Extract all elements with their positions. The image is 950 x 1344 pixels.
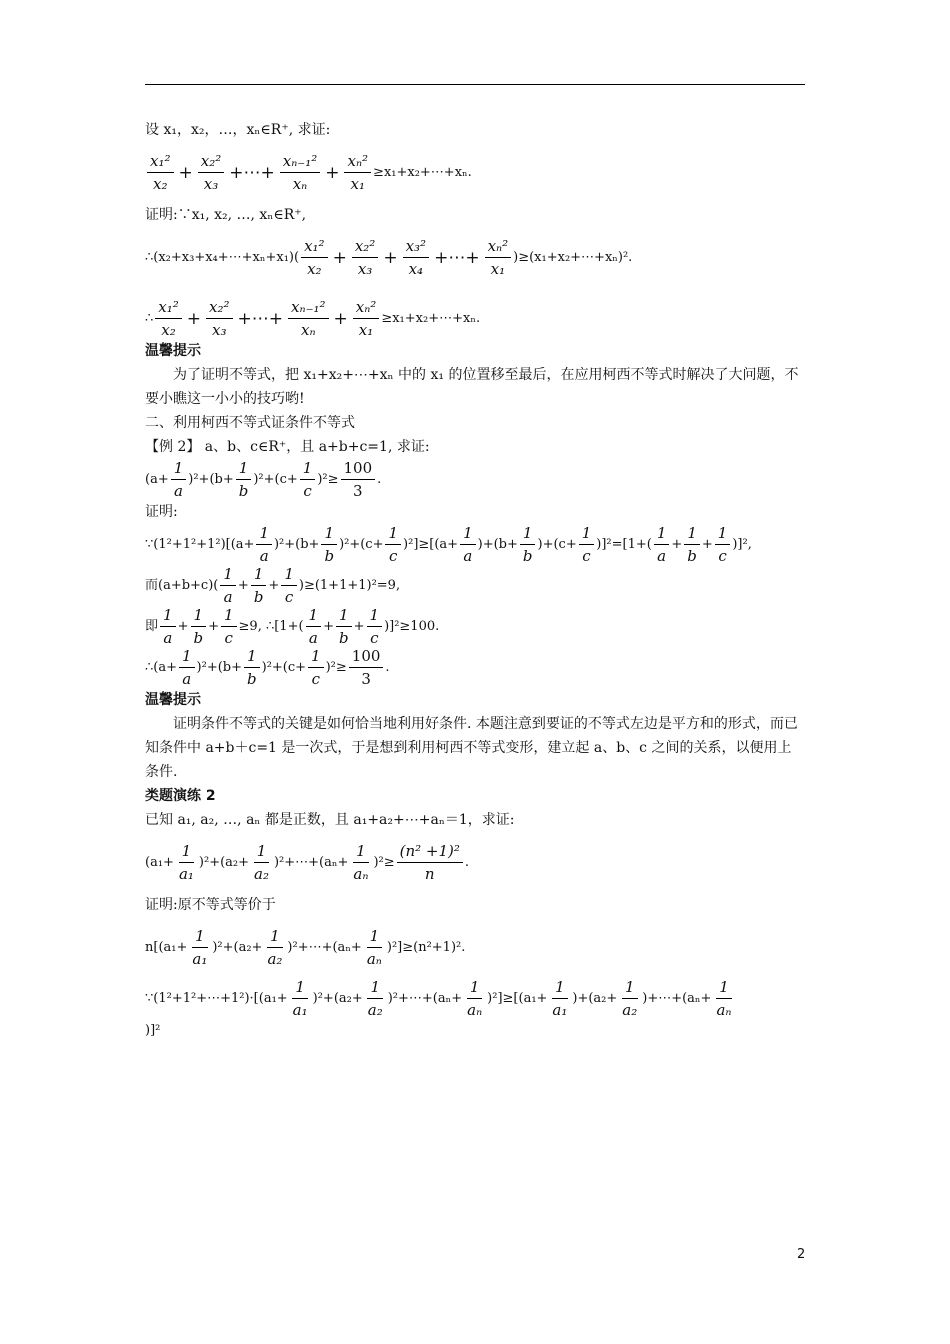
header-rule: [145, 84, 805, 85]
fraction: $\frac{\text{xₙ²}}{\text{x₁}}$: [353, 298, 380, 339]
proof-label: 证明:: [145, 504, 178, 520]
formula-text: ∴: [145, 310, 154, 326]
formula-cauchy-2: ∵(1²+1²+1²)[(a+ $\frac{1}{a}$ )²+(b+ $\frac{1}{b}$ )²+(c+ $\frac{1}{c}$ )²]≥[(a+ $\frac{1}{a}$ )+(b+ $\frac{1}{b}$ )+(c+ $\frac{1}{c}$ )]²=[1+( $\frac{1}{a}$ + $\frac{1}{b}$ + $\frac{1}{c}$ )]²,: [145, 524, 752, 565]
formula-bound: 即 $\frac{1}{a}$ + $\frac{1}{b}$ + $\frac{1}{c}$ ≥9, ∴[1+( $\frac{1}{a}$ + $\frac{1}{b}$ + $\frac{1}{c}$ )]²≥100.: [145, 606, 440, 647]
formula-drill-cauchy: ∵(1²+1²+⋯+1²)·[(a₁+ $\frac{1}{\text{a₁}}$ )²+(a₂+ $\frac{1}{\text{a₂}}$ )²+⋯+(aₙ+ $\frac{1}{\text{aₙ}}$ )²]≥[(a₁+ $\frac{1}{\text{a₁}}$ )+(a₂+ $\frac{1}{\text{a₂}}$ )+⋯+(aₙ+ $\frac{1}{\text{aₙ}}$: [145, 978, 732, 1019]
fraction: $\frac{\text{xₙ₋₁²}}{\text{xₙ}}$: [280, 152, 320, 193]
formula-example-goal: (a+ $\frac{1}{a}$ )²+(b+ $\frac{1}{b}$ )²+(c+ $\frac{1}{c}$ )²≥ $\frac{100}{3}$ .: [145, 459, 382, 500]
formula-cauchy: ∴(x₂+x₃+x₄+⋯+xₙ+x₁)( $\frac{\text{x₁²}}{\text{x₂}}$ + $\frac{\text{x₂²}}{\text{x₃}}$ + $\frac{\text{x₃²}}{\text{x₄}}$ +⋯+ $\frac{\text{xₙ²}}{\text{x₁}}$ )≥(x₁+x₂+⋯+xₙ)².: [145, 237, 633, 278]
formula-conclusion: ∴ $\frac{\text{x₁²}}{\text{x₂}}$ + $\frac{\text{x₂²}}{\text{x₃}}$ +⋯+ $\frac{\text{xₙ₋₁²}}{\text{xₙ}}$ + $\frac{\text{xₙ²}}{\text{x₁}}$ ≥x₁+x₂+⋯+xₙ.: [145, 298, 481, 339]
page-number: 2: [797, 1247, 806, 1262]
proof-equivalence: 证明:原不等式等价于: [145, 897, 276, 913]
formula-text: ≥x₁+x₂+⋯+xₙ.: [373, 164, 472, 180]
tip-paragraph: 证明条件不等式的关键是如何恰当地利用好条件. 本题注意到要证的不等式左边是平方和的形式，而已知条件中 a+b＋c=1 是一次式，于是想到利用柯西不等式变形，建立起 a、b、c 之间的关系，以便用上条件.: [145, 716, 798, 780]
fraction: $\frac{\text{x₃²}}{\text{x₄}}$: [403, 237, 430, 278]
drill-heading: 类题演练 2: [145, 788, 216, 804]
fraction: $\frac{\text{x₁²}}{\text{x₂}}$: [147, 152, 174, 193]
example-statement: 【例 2】 a、b、c∈R⁺，且 a+b+c=1, 求证:: [145, 439, 430, 455]
drill-statement: 已知 a₁, a₂, …, aₙ 都是正数，且 a₁+a₂+⋯+aₙ＝1，求证:: [145, 812, 515, 828]
formula-text: ≥x₁+x₂+⋯+xₙ.: [381, 310, 481, 326]
formula-drill-goal: (a₁+ $\frac{1}{\text{a₁}}$ )²+(a₂+ $\frac{1}{\text{a₂}}$ )²+⋯+(aₙ+ $\frac{1}{\text{aₙ}}$ )²≥ $\frac{\text{(n² +1)²}}{n}$ .: [145, 842, 470, 883]
fraction: $\frac{\text{x₂²}}{\text{x₃}}$: [352, 237, 379, 278]
formula-sum: 而(a+b+c)( $\frac{1}{a}$ + $\frac{1}{b}$ + $\frac{1}{c}$ )≥(1+1+1)²=9,: [145, 565, 401, 606]
document-body: [145, 118, 805, 1043]
formula-equivalent: n[(a₁+ $\frac{1}{\text{a₁}}$ )²+(a₂+ $\frac{1}{\text{a₂}}$ )²+⋯+(aₙ+ $\frac{1}{\text{aₙ}}$ )²]≥(n²+1)².: [145, 927, 466, 968]
fraction: $\frac{\text{xₙ²}}{\text{x₁}}$: [485, 237, 512, 278]
fraction: $\frac{\text{x₁²}}{\text{x₂}}$: [155, 298, 182, 339]
problem-statement: 设 x₁，x₂，…，xₙ∈R⁺, 求证:: [145, 122, 331, 138]
fraction: $\frac{\text{x₂²}}{\text{x₃}}$: [206, 298, 233, 339]
fraction: $\frac{\text{xₙ²}}{\text{x₁}}$: [344, 152, 371, 193]
tip-heading: 温馨提示: [145, 692, 201, 708]
proof-start: 证明:∵x₁, x₂, …, xₙ∈R⁺,: [145, 207, 307, 223]
fraction: $\frac{\text{xₙ₋₁²}}{\text{xₙ}}$: [288, 298, 328, 339]
fraction: $\frac{\text{x₁²}}{\text{x₂}}$: [301, 237, 328, 278]
formula-tail: )]²: [145, 1023, 161, 1038]
formula-goal: $\frac{\text{x₁²}}{\text{x₂}}$ + $\frac{\text{x₂²}}{\text{x₃}}$ +⋯+ $\frac{\text{xₙ₋₁²}}{\text{xₙ}}$ + $\frac{\text{xₙ²}}{\text{x₁}}$ ≥x₁+x₂+⋯+xₙ.: [145, 152, 805, 193]
tip-paragraph: 为了证明不等式，把 x₁+x₂+⋯+xₙ 中的 x₁ 的位置移至最后，在应用柯西不等式时解决了大问题，不要小瞧这一小小的技巧哟!: [145, 367, 799, 407]
tip-heading: 温馨提示: [145, 343, 201, 359]
formula-example-conclusion: ∴(a+ $\frac{1}{a}$ )²+(b+ $\frac{1}{b}$ )²+(c+ $\frac{1}{c}$ )²≥ $\frac{100}{3}$ .: [145, 647, 390, 688]
section-heading: 二、利用柯西不等式证条件不等式: [145, 415, 355, 431]
formula-text: )≥(x₁+x₂+⋯+xₙ)².: [513, 249, 633, 265]
fraction: $\frac{\text{x₂²}}{\text{x₃}}$: [198, 152, 225, 193]
formula-text: ∴(x₂+x₃+x₄+⋯+xₙ+x₁)(: [145, 249, 300, 265]
